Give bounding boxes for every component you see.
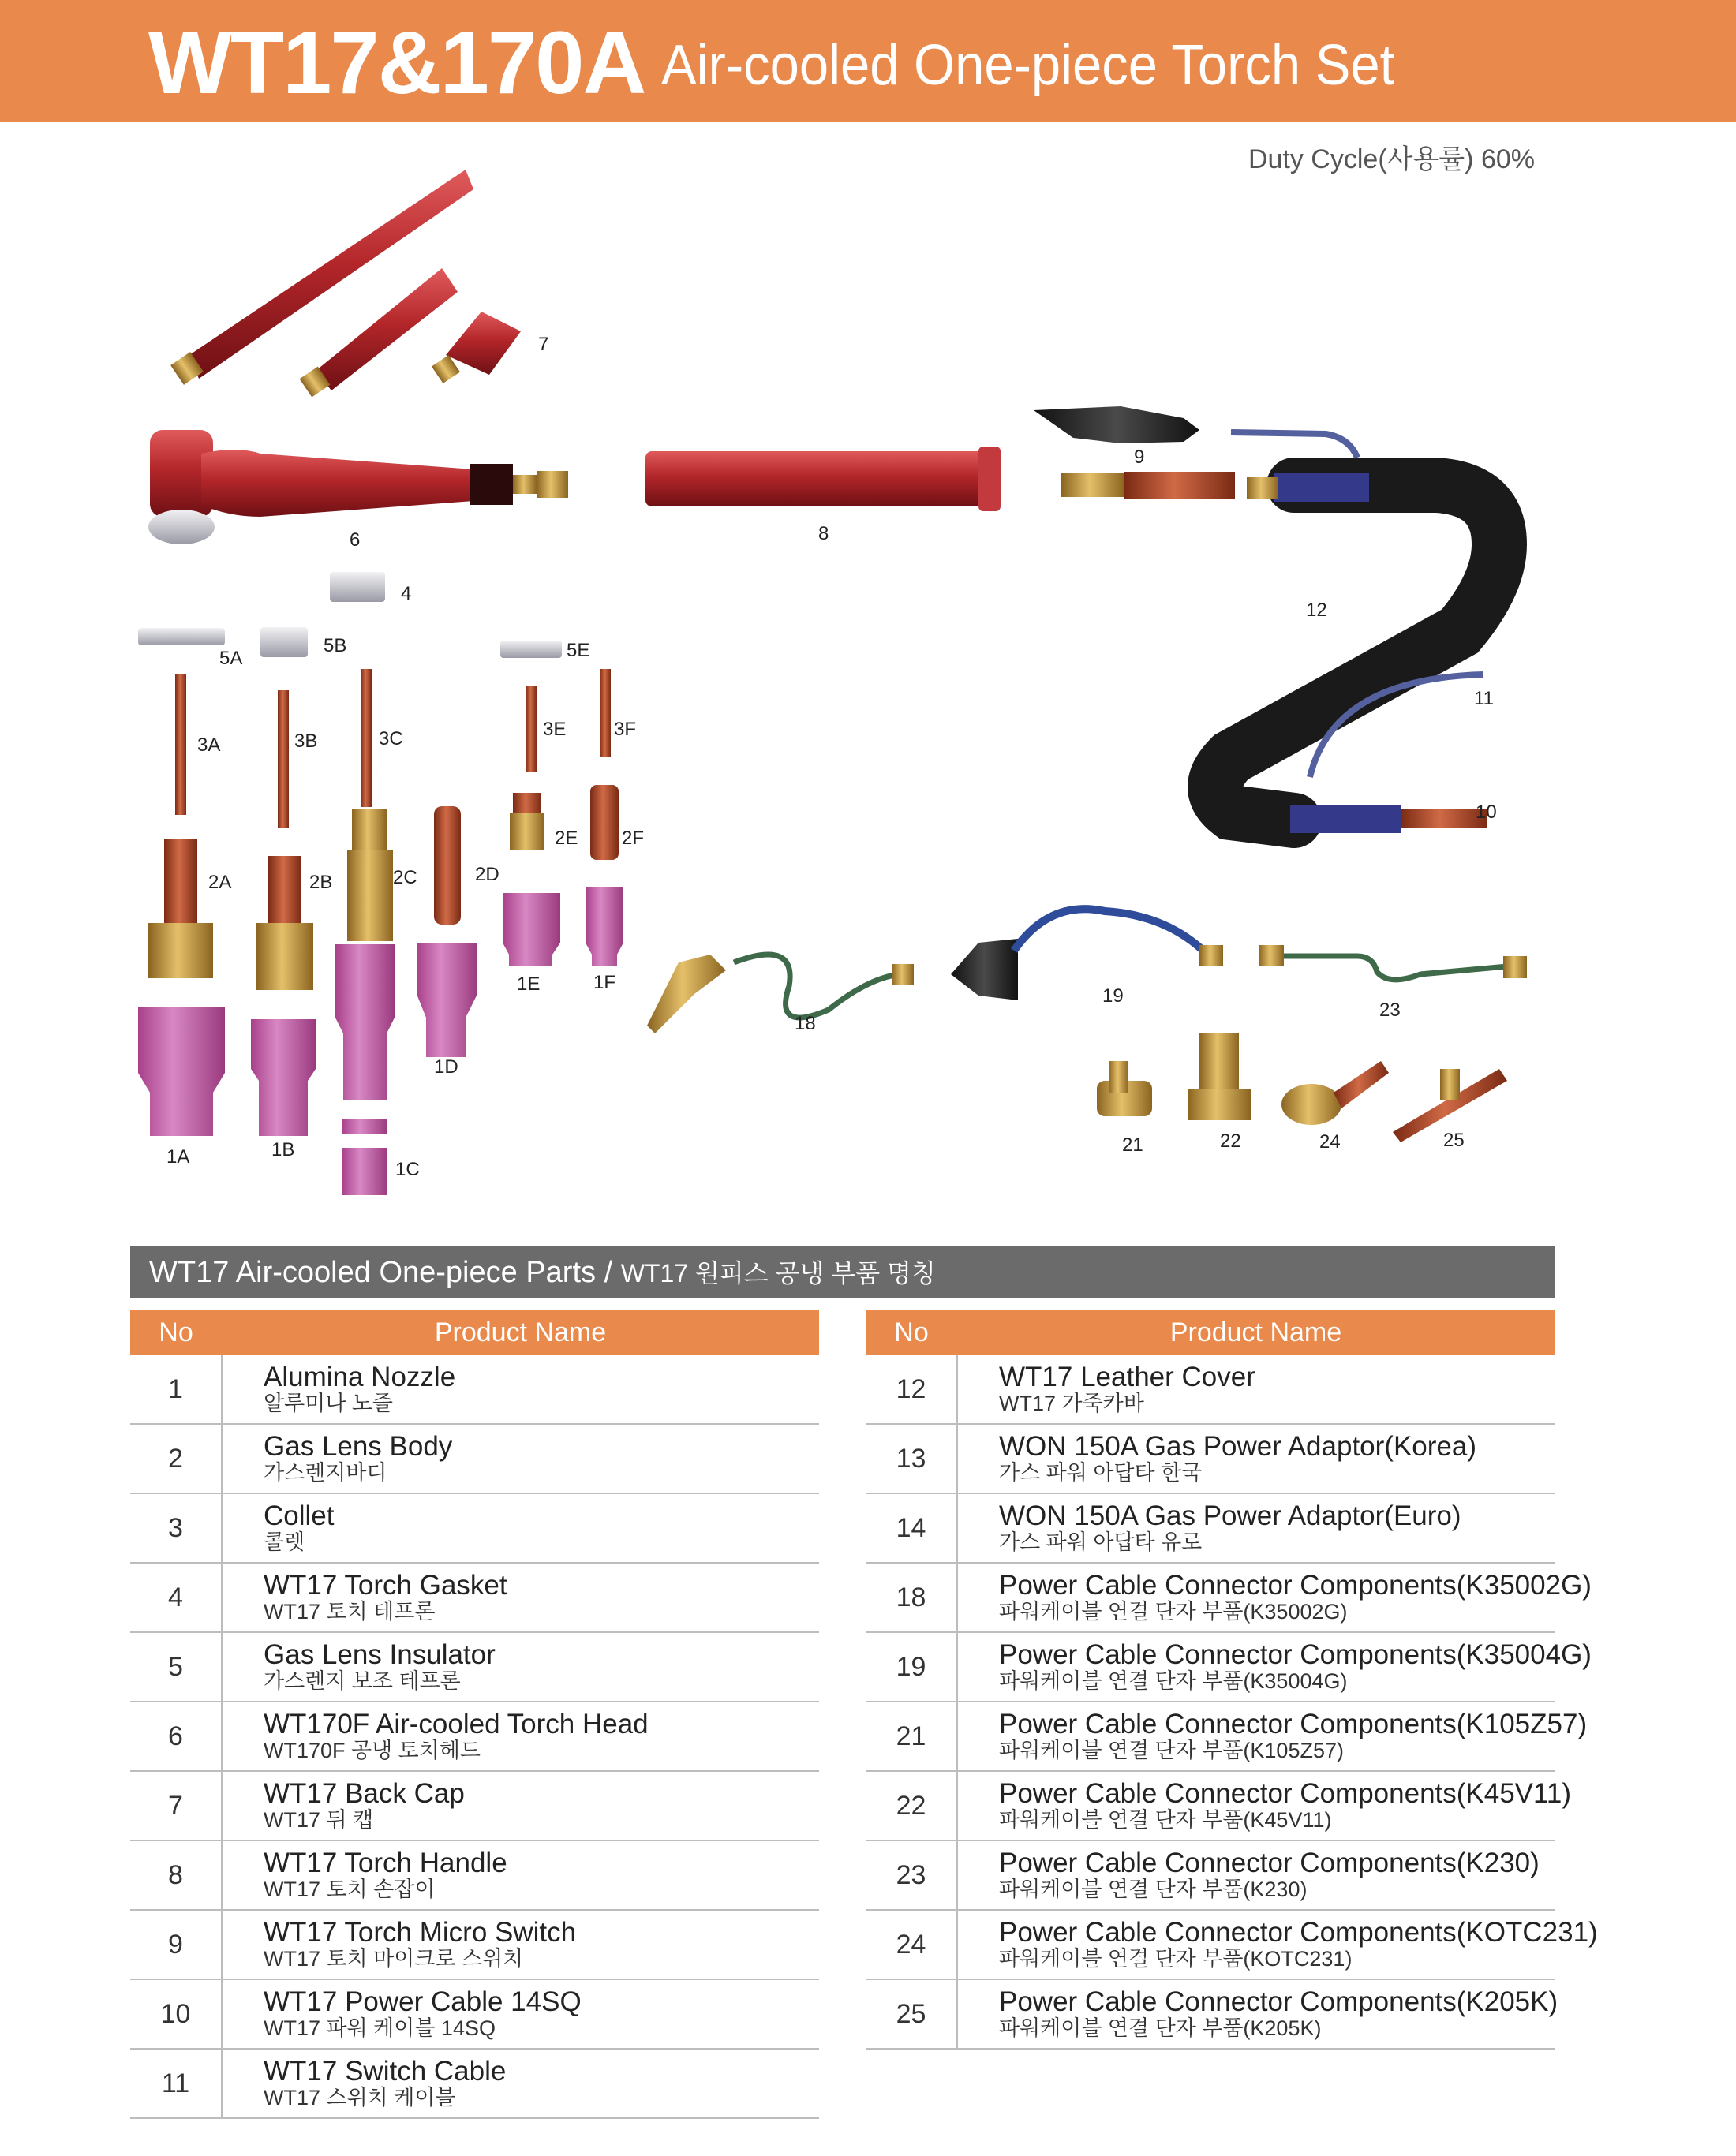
page-header bbox=[0, 0, 1736, 122]
product-name-ko: WT17 토치 테프론 bbox=[264, 1600, 436, 1624]
product-name-ko: WT17 뒤 캡 bbox=[264, 1808, 374, 1832]
label-3b: 3B bbox=[294, 730, 318, 752]
product-name-en: WT17 Torch Micro Switch bbox=[264, 1917, 577, 1948]
label-3a: 3A bbox=[197, 734, 221, 756]
insulator-5b bbox=[260, 627, 308, 657]
product-name-en: Power Cable Connector Components(K45V11) bbox=[999, 1778, 1572, 1809]
header-product-name: Product Name bbox=[222, 1310, 819, 1355]
table-row bbox=[866, 1840, 1555, 1910]
part-number-cell: 4 bbox=[130, 1563, 222, 1632]
collet-3c bbox=[361, 669, 372, 807]
label-1d: 1D bbox=[434, 1056, 458, 1078]
part-number-cell: 11 bbox=[130, 2049, 222, 2118]
label-19: 19 bbox=[1102, 985, 1124, 1007]
part-number-cell: 10 bbox=[130, 1979, 222, 2049]
table-row bbox=[130, 1771, 819, 1840]
product-name-ko: 파워케이블 연결 단자 부품(K205K) bbox=[999, 2016, 1322, 2040]
part-number-cell: 3 bbox=[130, 1493, 222, 1563]
label-2c: 2C bbox=[393, 867, 417, 888]
product-name-ko: 가스렌지 보조 테프론 bbox=[264, 1669, 461, 1693]
label-10: 10 bbox=[1476, 801, 1497, 823]
table-row bbox=[130, 1424, 819, 1493]
table-header-row bbox=[130, 1310, 819, 1355]
part-number-cell: 13 bbox=[866, 1424, 957, 1493]
section-title-separator: / bbox=[604, 1256, 613, 1289]
label-22: 22 bbox=[1220, 1130, 1241, 1152]
table-row bbox=[130, 1355, 819, 1424]
label-1c: 1C bbox=[395, 1159, 420, 1180]
leather-cover-part bbox=[1215, 432, 1499, 833]
label-7: 7 bbox=[538, 334, 549, 355]
product-name-cell bbox=[222, 1910, 819, 1979]
label-2a: 2A bbox=[208, 872, 232, 893]
product-name-cell bbox=[222, 1493, 819, 1563]
product-name-en: Alumina Nozzle bbox=[264, 1362, 456, 1392]
table-row bbox=[130, 1910, 819, 1979]
header-no: No bbox=[130, 1310, 222, 1355]
product-name-ko: 파워케이블 연결 단자 부품(KOTC231) bbox=[999, 1947, 1353, 1971]
product-name-cell bbox=[957, 1355, 1555, 1424]
label-1b: 1B bbox=[271, 1139, 295, 1160]
product-name-cell bbox=[957, 1424, 1555, 1493]
product-name-cell bbox=[957, 1632, 1592, 1702]
part-number-cell: 18 bbox=[866, 1563, 957, 1632]
product-name-ko: 알루미나 노즐 bbox=[264, 1392, 393, 1415]
duty-cycle: Duty Cycle(사용률) 60% bbox=[1248, 144, 1535, 174]
table-row bbox=[866, 1632, 1555, 1702]
label-1f: 1F bbox=[593, 972, 616, 993]
collet-3b bbox=[278, 690, 289, 828]
parts-table-left bbox=[130, 1310, 819, 2119]
table-row bbox=[866, 1424, 1555, 1493]
label-2f: 2F bbox=[622, 828, 645, 849]
label-1a: 1A bbox=[166, 1146, 190, 1168]
product-name-en: WT17 Switch Cable bbox=[264, 2056, 507, 2087]
terminal-21 bbox=[1097, 1061, 1152, 1116]
label-23: 23 bbox=[1379, 1000, 1401, 1021]
label-21: 21 bbox=[1122, 1134, 1143, 1156]
terminal-24 bbox=[1281, 1061, 1389, 1125]
label-2b: 2B bbox=[309, 872, 333, 893]
connector-19 bbox=[951, 909, 1223, 1000]
product-name-ko: 파워케이블 연결 단자 부품(K45V11) bbox=[999, 1808, 1332, 1832]
table-row bbox=[130, 1979, 819, 2049]
label-5a: 5A bbox=[219, 648, 243, 669]
product-name-cell bbox=[957, 1910, 1598, 1979]
label-5e: 5E bbox=[567, 640, 590, 661]
torch-gasket-part bbox=[330, 572, 385, 602]
product-name-en: WON 150A Gas Power Adaptor(Euro) bbox=[999, 1500, 1461, 1531]
torch-handle-part bbox=[645, 447, 1001, 511]
label-9: 9 bbox=[1134, 447, 1145, 468]
product-name-ko: 파워케이블 연결 단자 부품(K35002G) bbox=[999, 1600, 1348, 1624]
product-name-ko: WT17 파워 케이블 14SQ bbox=[264, 2016, 496, 2040]
label-11: 11 bbox=[1474, 688, 1494, 709]
table-row bbox=[866, 1702, 1555, 1771]
product-name-en: Power Cable Connector Components(K230) bbox=[999, 1848, 1540, 1878]
table-row bbox=[866, 1493, 1555, 1563]
label-4: 4 bbox=[401, 583, 412, 604]
part-number-cell: 23 bbox=[866, 1840, 957, 1910]
product-name-en: Power Cable Connector Components(K105Z57) bbox=[999, 1709, 1588, 1739]
header-product-name: Product Name bbox=[957, 1310, 1555, 1355]
header-no: No bbox=[866, 1310, 957, 1355]
back-cap-parts bbox=[170, 170, 521, 397]
product-name-en: Gas Lens Body bbox=[264, 1431, 453, 1462]
label-18: 18 bbox=[795, 1013, 816, 1034]
table-header-row bbox=[866, 1310, 1555, 1355]
connector-23 bbox=[1259, 945, 1527, 980]
table-row bbox=[130, 2049, 819, 2118]
part-number-cell: 7 bbox=[130, 1771, 222, 1840]
table-row bbox=[130, 1702, 819, 1771]
product-name-ko: WT17 토치 마이크로 스위치 bbox=[264, 1947, 524, 1971]
product-name-en: Power Cable Connector Components(KOTC231) bbox=[999, 1917, 1598, 1948]
table-row bbox=[130, 1493, 819, 1563]
table-row bbox=[866, 1979, 1555, 2049]
part-number-cell: 9 bbox=[130, 1910, 222, 1979]
model-title: WT17&170A bbox=[148, 13, 645, 112]
connector-18 bbox=[647, 955, 914, 1033]
parts-table-right bbox=[866, 1310, 1598, 2050]
product-name-ko: 파워케이블 연결 단자 부품(K105Z57) bbox=[999, 1739, 1344, 1762]
part-number-cell: 5 bbox=[130, 1632, 222, 1702]
collet-3a bbox=[175, 674, 186, 815]
part-number-cell: 14 bbox=[866, 1493, 957, 1563]
product-name-cell bbox=[222, 1424, 819, 1493]
label-8: 8 bbox=[818, 523, 829, 544]
section-title-en: WT17 Air-cooled One-piece Parts bbox=[149, 1256, 597, 1289]
product-name-en: Gas Lens Insulator bbox=[264, 1639, 496, 1670]
product-name-en: Power Cable Connector Components(K35002G) bbox=[999, 1570, 1592, 1601]
product-name-ko: 가스렌지바디 bbox=[264, 1461, 387, 1485]
exploded-parts-diagram bbox=[0, 158, 1736, 1215]
product-name-en: WT17 Back Cap bbox=[264, 1778, 465, 1809]
product-name-ko: 파워케이블 연결 단자 부품(K230) bbox=[999, 1878, 1308, 1901]
table-row bbox=[130, 1840, 819, 1910]
product-name-ko: WT170F 공냉 토치헤드 bbox=[264, 1739, 481, 1762]
product-name-en: Collet bbox=[264, 1500, 335, 1531]
product-name-cell bbox=[957, 1979, 1558, 2049]
table-row bbox=[866, 1910, 1555, 1979]
parts-section-title bbox=[130, 1246, 1555, 1298]
label-2d: 2D bbox=[475, 864, 499, 885]
torch-head-part bbox=[148, 430, 568, 544]
part-number-cell: 1 bbox=[130, 1355, 222, 1424]
product-name-en: WON 150A Gas Power Adaptor(Korea) bbox=[999, 1431, 1476, 1462]
product-subtitle: Air-cooled One-piece Torch Set bbox=[661, 34, 1395, 97]
product-name-ko: 가스 파워 아답타 한국 bbox=[999, 1461, 1203, 1485]
table-row bbox=[130, 1563, 819, 1632]
product-name-ko: 파워케이블 연결 단자 부품(K35004G) bbox=[999, 1669, 1348, 1693]
insulator-5e bbox=[500, 641, 562, 658]
part-number-cell: 8 bbox=[130, 1840, 222, 1910]
label-3c: 3C bbox=[379, 728, 403, 749]
product-name-cell bbox=[222, 1563, 819, 1632]
part-number-cell: 21 bbox=[866, 1702, 957, 1771]
label-25: 25 bbox=[1443, 1130, 1465, 1151]
terminal-22 bbox=[1188, 1033, 1251, 1120]
product-name-cell bbox=[222, 1771, 819, 1840]
collet-3f bbox=[600, 669, 611, 757]
product-name-cell bbox=[957, 1493, 1555, 1563]
product-name-cell bbox=[957, 1840, 1555, 1910]
part-number-cell: 2 bbox=[130, 1424, 222, 1493]
product-name-en: Power Cable Connector Components(K35004G) bbox=[999, 1639, 1592, 1670]
product-name-cell bbox=[222, 1840, 819, 1910]
label-1e: 1E bbox=[517, 973, 541, 995]
product-name-cell bbox=[222, 1979, 819, 2049]
product-name-ko: WT17 스위치 케이블 bbox=[264, 2086, 456, 2109]
product-name-cell bbox=[222, 2049, 819, 2118]
section-title-ko: WT17 원피스 공냉 부품 명칭 bbox=[620, 1259, 936, 1287]
product-name-ko: WT17 가죽카바 bbox=[999, 1392, 1144, 1415]
product-name-ko: 콜렛 bbox=[264, 1530, 305, 1554]
label-2e: 2E bbox=[555, 828, 578, 849]
label-5b: 5B bbox=[324, 635, 347, 656]
part-number-cell: 24 bbox=[866, 1910, 957, 1979]
product-name-cell bbox=[957, 1563, 1592, 1632]
product-name-en: WT17 Leather Cover bbox=[999, 1362, 1255, 1392]
product-name-cell bbox=[222, 1702, 819, 1771]
insulator-5a bbox=[138, 628, 225, 645]
product-name-en: WT17 Power Cable 14SQ bbox=[264, 1986, 582, 2017]
product-name-en: WT17 Torch Handle bbox=[264, 1848, 507, 1878]
product-name-cell bbox=[222, 1632, 819, 1702]
product-name-ko: WT17 토치 손잡이 bbox=[264, 1878, 436, 1901]
part-number-cell: 19 bbox=[866, 1632, 957, 1702]
product-name-en: Power Cable Connector Components(K205K) bbox=[999, 1986, 1558, 2017]
product-name-en: WT170F Air-cooled Torch Head bbox=[264, 1709, 649, 1739]
label-3f: 3F bbox=[614, 719, 637, 740]
collet-3e bbox=[526, 686, 537, 772]
table-row bbox=[866, 1355, 1555, 1424]
part-number-cell: 12 bbox=[866, 1355, 957, 1424]
part-number-cell: 6 bbox=[130, 1702, 222, 1771]
label-6: 6 bbox=[350, 529, 361, 551]
table-row bbox=[866, 1771, 1555, 1840]
product-name-en: WT17 Torch Gasket bbox=[264, 1570, 507, 1601]
product-name-cell bbox=[957, 1702, 1588, 1771]
label-24: 24 bbox=[1319, 1131, 1341, 1153]
part-number-cell: 22 bbox=[866, 1771, 957, 1840]
label-12: 12 bbox=[1306, 600, 1327, 621]
table-row bbox=[866, 1563, 1555, 1632]
product-name-cell bbox=[222, 1355, 819, 1424]
label-3e: 3E bbox=[543, 719, 567, 740]
product-name-ko: 가스 파워 아답타 유로 bbox=[999, 1530, 1203, 1554]
product-name-cell bbox=[957, 1771, 1572, 1840]
part-number-cell: 25 bbox=[866, 1979, 957, 2049]
table-row bbox=[130, 1632, 819, 1702]
